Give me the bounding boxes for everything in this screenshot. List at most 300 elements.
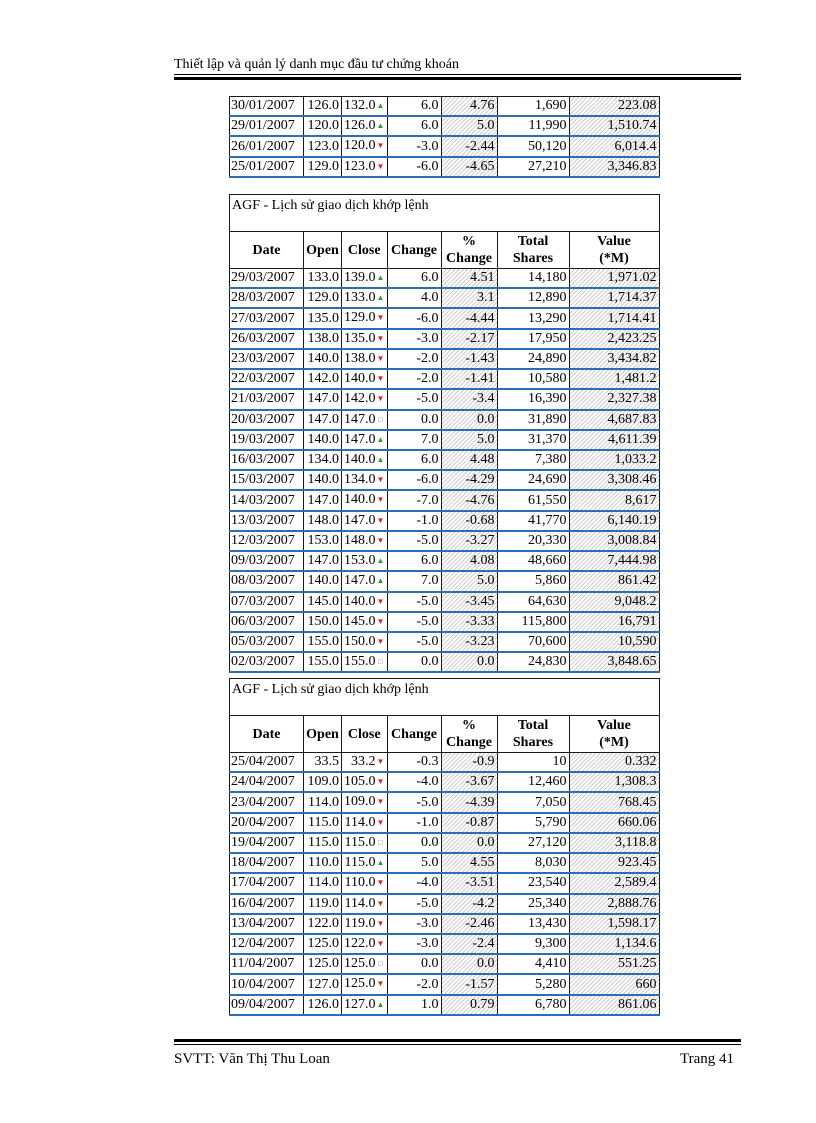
arrow-down-icon: ▼	[376, 313, 385, 323]
cell-total-shares: 20,330	[497, 531, 569, 551]
cell-total-shares: 14,180	[497, 269, 569, 289]
cell-open: 147.0	[304, 551, 342, 571]
cell-total-shares: 17,950	[497, 329, 569, 349]
cell-close: 135.0▼	[342, 329, 388, 349]
table-row	[230, 97, 660, 117]
cell-open: 123.0	[304, 136, 342, 156]
cell-date: 26/03/2007	[230, 329, 304, 349]
arrow-down-icon: ▼	[376, 353, 385, 363]
cell-close: 138.0▼	[342, 349, 388, 369]
cell-close: 125.0▼	[342, 974, 388, 994]
cell-open: 115.0	[304, 833, 342, 853]
cell-close: 129.0▼	[342, 308, 388, 328]
cell-open: 129.0	[304, 288, 342, 308]
arrow-up-icon: ▲	[376, 121, 385, 131]
table-row	[230, 833, 660, 853]
cell-total-shares: 12,890	[497, 288, 569, 308]
cell-value: 4,687.83	[569, 410, 659, 430]
cell-pct-change: -1.57	[441, 974, 497, 994]
cell-total-shares: 7,050	[497, 792, 569, 812]
cell-open: 138.0	[304, 329, 342, 349]
cell-pct-change: 4.55	[441, 853, 497, 873]
cell-close: 127.0▲	[342, 995, 388, 1015]
cell-open: 135.0	[304, 308, 342, 328]
cell-open: 125.0	[304, 934, 342, 954]
arrow-down-icon: ▼	[376, 938, 385, 948]
cell-date: 14/03/2007	[230, 490, 304, 510]
flat-icon: □	[378, 657, 383, 667]
cell-value: 2,423.25	[569, 329, 659, 349]
cell-date: 25/01/2007	[230, 157, 304, 177]
cell-change: 1.0	[387, 995, 441, 1015]
arrow-down-icon: ▼	[376, 636, 385, 646]
cell-change: -5.0	[387, 612, 441, 632]
arrow-up-icon: ▲	[376, 576, 385, 586]
trading-table-april	[229, 678, 660, 1016]
cell-date: 20/04/2007	[230, 813, 304, 833]
cell-total-shares: 25,340	[497, 894, 569, 914]
cell-open: 122.0	[304, 914, 342, 934]
cell-change: 4.0	[387, 288, 441, 308]
cell-pct-change: -4.65	[441, 157, 497, 177]
page-header-title: Thiết lập và quản lý danh mục đầu tư chứng khoán	[174, 57, 459, 72]
table-row	[230, 894, 660, 914]
cell-close: 147.0▲	[342, 430, 388, 450]
cell-total-shares: 4,410	[497, 954, 569, 974]
cell-change: 6.0	[387, 551, 441, 571]
cell-open: 33.5	[304, 753, 342, 773]
cell-change: 0.0	[387, 410, 441, 430]
cell-date: 24/04/2007	[230, 772, 304, 792]
cell-date: 18/04/2007	[230, 853, 304, 873]
cell-change: 0.0	[387, 954, 441, 974]
cell-value: 660	[569, 974, 659, 994]
cell-close: 140.0▼	[342, 592, 388, 612]
arrow-up-icon: ▲	[376, 454, 385, 464]
cell-close: 147.0▲	[342, 571, 388, 591]
cell-date: 23/03/2007	[230, 349, 304, 369]
cell-pct-change: 0.0	[441, 954, 497, 974]
header-close: Close	[342, 716, 388, 753]
cell-pct-change: 4.51	[441, 269, 497, 289]
table-row	[230, 792, 660, 812]
arrow-down-icon: ▼	[376, 979, 385, 989]
cell-pct-change: -2.46	[441, 914, 497, 934]
cell-pct-change: -0.9	[441, 753, 497, 773]
table-row	[230, 551, 660, 571]
cell-total-shares: 5,860	[497, 571, 569, 591]
cell-value: 9,048.2	[569, 592, 659, 612]
cell-value: 923.45	[569, 853, 659, 873]
header-rule-thin	[174, 74, 741, 75]
arrow-up-icon: ▲	[376, 101, 385, 110]
cell-value: 1,714.41	[569, 308, 659, 328]
table-row	[230, 954, 660, 974]
cell-open: 155.0	[304, 632, 342, 652]
arrow-down-icon: ▼	[376, 757, 385, 766]
cell-date: 11/04/2007	[230, 954, 304, 974]
cell-change: -6.0	[387, 157, 441, 177]
cell-change: -5.0	[387, 632, 441, 652]
trading-table-january	[229, 96, 660, 178]
arrow-down-icon: ▼	[376, 141, 385, 151]
table-row	[230, 450, 660, 470]
cell-total-shares: 8,030	[497, 853, 569, 873]
cell-change: -6.0	[387, 308, 441, 328]
table-row	[230, 389, 660, 409]
cell-total-shares: 31,370	[497, 430, 569, 450]
cell-total-shares: 13,430	[497, 914, 569, 934]
arrow-down-icon: ▼	[376, 161, 385, 171]
arrow-up-icon: ▲	[376, 999, 385, 1009]
cell-pct-change: -1.43	[441, 349, 497, 369]
cell-pct-change: -0.68	[441, 511, 497, 531]
cell-open: 148.0	[304, 511, 342, 531]
cell-change: -4.0	[387, 873, 441, 893]
cell-date: 29/01/2007	[230, 116, 304, 136]
table-row	[230, 753, 660, 773]
table-row	[230, 995, 660, 1015]
table-row	[230, 490, 660, 510]
cell-change: -5.0	[387, 592, 441, 612]
cell-change: -3.0	[387, 914, 441, 934]
cell-value: 10,590	[569, 632, 659, 652]
cell-close: 145.0▼	[342, 612, 388, 632]
header-close: Close	[342, 232, 388, 269]
arrow-down-icon: ▼	[376, 817, 385, 827]
cell-date: 20/03/2007	[230, 410, 304, 430]
cell-value: 3,118.8	[569, 833, 659, 853]
cell-change: 6.0	[387, 97, 441, 117]
cell-total-shares: 27,120	[497, 833, 569, 853]
cell-change: -0.3	[387, 753, 441, 773]
cell-close: 119.0▼	[342, 914, 388, 934]
cell-change: 6.0	[387, 116, 441, 136]
cell-close: 140.0▲	[342, 450, 388, 470]
cell-date: 16/04/2007	[230, 894, 304, 914]
arrow-down-icon: ▼	[376, 495, 385, 505]
cell-close: 109.0▼	[342, 792, 388, 812]
arrow-down-icon: ▼	[376, 394, 385, 404]
cell-change: -4.0	[387, 772, 441, 792]
cell-close: 142.0▼	[342, 389, 388, 409]
table-row	[230, 288, 660, 308]
table-row	[230, 349, 660, 369]
cell-pct-change: -3.51	[441, 873, 497, 893]
arrow-down-icon: ▼	[376, 777, 385, 787]
cell-open: 110.0	[304, 853, 342, 873]
header-total-shares: Total Shares	[497, 232, 569, 269]
cell-total-shares: 5,790	[497, 813, 569, 833]
cell-pct-change: 5.0	[441, 116, 497, 136]
cell-value: 1,481.2	[569, 369, 659, 389]
cell-value: 1,033.2	[569, 450, 659, 470]
cell-total-shares: 61,550	[497, 490, 569, 510]
cell-change: -7.0	[387, 490, 441, 510]
table-row	[230, 853, 660, 873]
cell-date: 23/04/2007	[230, 792, 304, 812]
cell-total-shares: 48,660	[497, 551, 569, 571]
cell-open: 147.0	[304, 490, 342, 510]
cell-close: 114.0▼	[342, 894, 388, 914]
cell-total-shares: 23,540	[497, 873, 569, 893]
cell-value: 861.06	[569, 995, 659, 1015]
cell-pct-change: 0.0	[441, 652, 497, 672]
arrow-down-icon: ▼	[376, 797, 385, 807]
column-header-row	[230, 232, 660, 269]
cell-date: 29/03/2007	[230, 269, 304, 289]
cell-open: 133.0	[304, 269, 342, 289]
cell-change: 5.0	[387, 853, 441, 873]
cell-pct-change: -4.29	[441, 470, 497, 490]
cell-value: 3,848.65	[569, 652, 659, 672]
cell-open: 134.0	[304, 450, 342, 470]
header-date: Date	[230, 716, 304, 753]
cell-change: 0.0	[387, 652, 441, 672]
cell-value: 6,140.19	[569, 511, 659, 531]
table-row	[230, 410, 660, 430]
cell-value: 660.06	[569, 813, 659, 833]
flat-icon: □	[378, 837, 383, 847]
cell-open: 147.0	[304, 389, 342, 409]
table-row	[230, 612, 660, 632]
cell-close: 122.0▼	[342, 934, 388, 954]
cell-total-shares: 7,380	[497, 450, 569, 470]
cell-pct-change: -2.4	[441, 934, 497, 954]
header-value: Value (*M)	[569, 232, 659, 269]
table-row	[230, 157, 660, 177]
cell-open: 126.0	[304, 995, 342, 1015]
cell-open: 114.0	[304, 873, 342, 893]
cell-change: -6.0	[387, 470, 441, 490]
cell-value: 1,714.37	[569, 288, 659, 308]
cell-total-shares: 70,600	[497, 632, 569, 652]
arrow-down-icon: ▼	[376, 535, 385, 545]
cell-total-shares: 11,990	[497, 116, 569, 136]
cell-value: 6,014.4	[569, 136, 659, 156]
trading-table-march	[229, 194, 660, 673]
header-open: Open	[304, 232, 342, 269]
cell-total-shares: 24,830	[497, 652, 569, 672]
cell-date: 09/03/2007	[230, 551, 304, 571]
header-date: Date	[230, 232, 304, 269]
cell-open: 119.0	[304, 894, 342, 914]
cell-total-shares: 16,390	[497, 389, 569, 409]
cell-value: 3,308.46	[569, 470, 659, 490]
cell-value: 2,888.76	[569, 894, 659, 914]
cell-change: -5.0	[387, 792, 441, 812]
cell-close: 105.0▼	[342, 772, 388, 792]
cell-pct-change: 5.0	[441, 571, 497, 591]
cell-total-shares: 31,890	[497, 410, 569, 430]
cell-change: -3.0	[387, 329, 441, 349]
cell-change: -5.0	[387, 531, 441, 551]
arrow-up-icon: ▲	[376, 293, 385, 303]
cell-change: 6.0	[387, 450, 441, 470]
cell-date: 05/03/2007	[230, 632, 304, 652]
flat-icon: □	[378, 959, 383, 969]
cell-date: 07/03/2007	[230, 592, 304, 612]
cell-open: 129.0	[304, 157, 342, 177]
cell-date: 26/01/2007	[230, 136, 304, 156]
table-row	[230, 430, 660, 450]
cell-pct-change: -3.27	[441, 531, 497, 551]
cell-value: 3,346.83	[569, 157, 659, 177]
header-total-shares: Total Shares	[497, 716, 569, 753]
cell-pct-change: -2.17	[441, 329, 497, 349]
cell-value: 2,327.38	[569, 389, 659, 409]
cell-value: 551.25	[569, 954, 659, 974]
cell-change: -3.0	[387, 136, 441, 156]
cell-date: 21/03/2007	[230, 389, 304, 409]
cell-open: 140.0	[304, 571, 342, 591]
cell-date: 17/04/2007	[230, 873, 304, 893]
cell-change: -1.0	[387, 511, 441, 531]
table-row	[230, 308, 660, 328]
cell-date: 06/03/2007	[230, 612, 304, 632]
table-title: AGF - Lịch sử giao dịch khớp lệnh	[230, 679, 660, 716]
table-row	[230, 772, 660, 792]
cell-pct-change: 4.48	[441, 450, 497, 470]
cell-pct-change: 0.0	[441, 833, 497, 853]
arrow-up-icon: ▲	[376, 434, 385, 444]
cell-change: 7.0	[387, 571, 441, 591]
cell-value: 3,434.82	[569, 349, 659, 369]
table-row	[230, 116, 660, 136]
table-row	[230, 531, 660, 551]
cell-open: 120.0	[304, 116, 342, 136]
cell-close: 148.0▼	[342, 531, 388, 551]
cell-value: 1,598.17	[569, 914, 659, 934]
cell-total-shares: 10	[497, 753, 569, 773]
cell-value: 861.42	[569, 571, 659, 591]
cell-value: 1,971.02	[569, 269, 659, 289]
arrow-down-icon: ▼	[376, 878, 385, 888]
cell-value: 223.08	[569, 97, 659, 117]
cell-date: 12/04/2007	[230, 934, 304, 954]
table-row	[230, 511, 660, 531]
cell-open: 140.0	[304, 349, 342, 369]
cell-pct-change: -3.67	[441, 772, 497, 792]
table-row	[230, 934, 660, 954]
cell-total-shares: 9,300	[497, 934, 569, 954]
cell-close: 133.0▲	[342, 288, 388, 308]
cell-open: 126.0	[304, 97, 342, 117]
cell-total-shares: 6,780	[497, 995, 569, 1015]
cell-change: -1.0	[387, 813, 441, 833]
cell-total-shares: 13,290	[497, 308, 569, 328]
cell-change: -2.0	[387, 974, 441, 994]
cell-change: -5.0	[387, 389, 441, 409]
cell-total-shares: 5,280	[497, 974, 569, 994]
arrow-up-icon: ▲	[376, 273, 385, 282]
cell-pct-change: -4.44	[441, 308, 497, 328]
cell-pct-change: -0.87	[441, 813, 497, 833]
cell-change: -3.0	[387, 934, 441, 954]
cell-open: 153.0	[304, 531, 342, 551]
cell-total-shares: 24,690	[497, 470, 569, 490]
header-open: Open	[304, 716, 342, 753]
cell-pct-change: 4.76	[441, 97, 497, 117]
arrow-down-icon: ▼	[376, 374, 385, 384]
cell-close: 114.0▼	[342, 813, 388, 833]
table-row	[230, 652, 660, 672]
cell-total-shares: 50,120	[497, 136, 569, 156]
cell-open: 150.0	[304, 612, 342, 632]
header-pct-change: % Change	[441, 716, 497, 753]
cell-value: 1,134.6	[569, 934, 659, 954]
cell-close: 126.0▲	[342, 116, 388, 136]
cell-change: -2.0	[387, 369, 441, 389]
cell-close: 125.0 □	[342, 954, 388, 974]
header-change: Change	[387, 232, 441, 269]
cell-open: 127.0	[304, 974, 342, 994]
cell-close: 139.0▲	[342, 269, 388, 289]
cell-value: 16,791	[569, 612, 659, 632]
header-pct-change: % Change	[441, 232, 497, 269]
cell-value: 0.332	[569, 753, 659, 773]
cell-close: 147.0 □	[342, 410, 388, 430]
cell-change: 6.0	[387, 269, 441, 289]
cell-pct-change: -3.45	[441, 592, 497, 612]
footer-rule-thin	[174, 1044, 741, 1045]
cell-date: 16/03/2007	[230, 450, 304, 470]
cell-date: 08/03/2007	[230, 571, 304, 591]
cell-date: 10/04/2007	[230, 974, 304, 994]
cell-date: 28/03/2007	[230, 288, 304, 308]
cell-close: 115.0 □	[342, 833, 388, 853]
arrow-down-icon: ▼	[376, 475, 385, 485]
cell-close: 120.0▼	[342, 136, 388, 156]
table-row	[230, 632, 660, 652]
cell-value: 8,617	[569, 490, 659, 510]
table-row	[230, 136, 660, 156]
table-row	[230, 571, 660, 591]
arrow-down-icon: ▼	[376, 616, 385, 626]
cell-open: 115.0	[304, 813, 342, 833]
cell-pct-change: 0.79	[441, 995, 497, 1015]
cell-open: 145.0	[304, 592, 342, 612]
flat-icon: □	[378, 414, 383, 424]
cell-total-shares: 41,770	[497, 511, 569, 531]
footer-rule-thick	[174, 1039, 741, 1042]
cell-date: 19/03/2007	[230, 430, 304, 450]
table-row	[230, 269, 660, 289]
cell-total-shares: 1,690	[497, 97, 569, 117]
cell-close: 115.0▲	[342, 853, 388, 873]
table-row	[230, 914, 660, 934]
header-value: Value (*M)	[569, 716, 659, 753]
cell-value: 768.45	[569, 792, 659, 812]
table-title: AGF - Lịch sử giao dịch khớp lệnh	[230, 195, 660, 232]
cell-value: 7,444.98	[569, 551, 659, 571]
cell-value: 2,589.4	[569, 873, 659, 893]
cell-change: 7.0	[387, 430, 441, 450]
cell-open: 109.0	[304, 772, 342, 792]
cell-date: 27/03/2007	[230, 308, 304, 328]
table-row	[230, 592, 660, 612]
table-row	[230, 470, 660, 490]
cell-change: -2.0	[387, 349, 441, 369]
cell-close: 123.0▼	[342, 157, 388, 177]
table-row	[230, 873, 660, 893]
cell-pct-change: -2.44	[441, 136, 497, 156]
cell-total-shares: 115,800	[497, 612, 569, 632]
cell-close: 33.2▼	[342, 753, 388, 773]
cell-date: 19/04/2007	[230, 833, 304, 853]
cell-pct-change: -1.41	[441, 369, 497, 389]
cell-close: 150.0▼	[342, 632, 388, 652]
